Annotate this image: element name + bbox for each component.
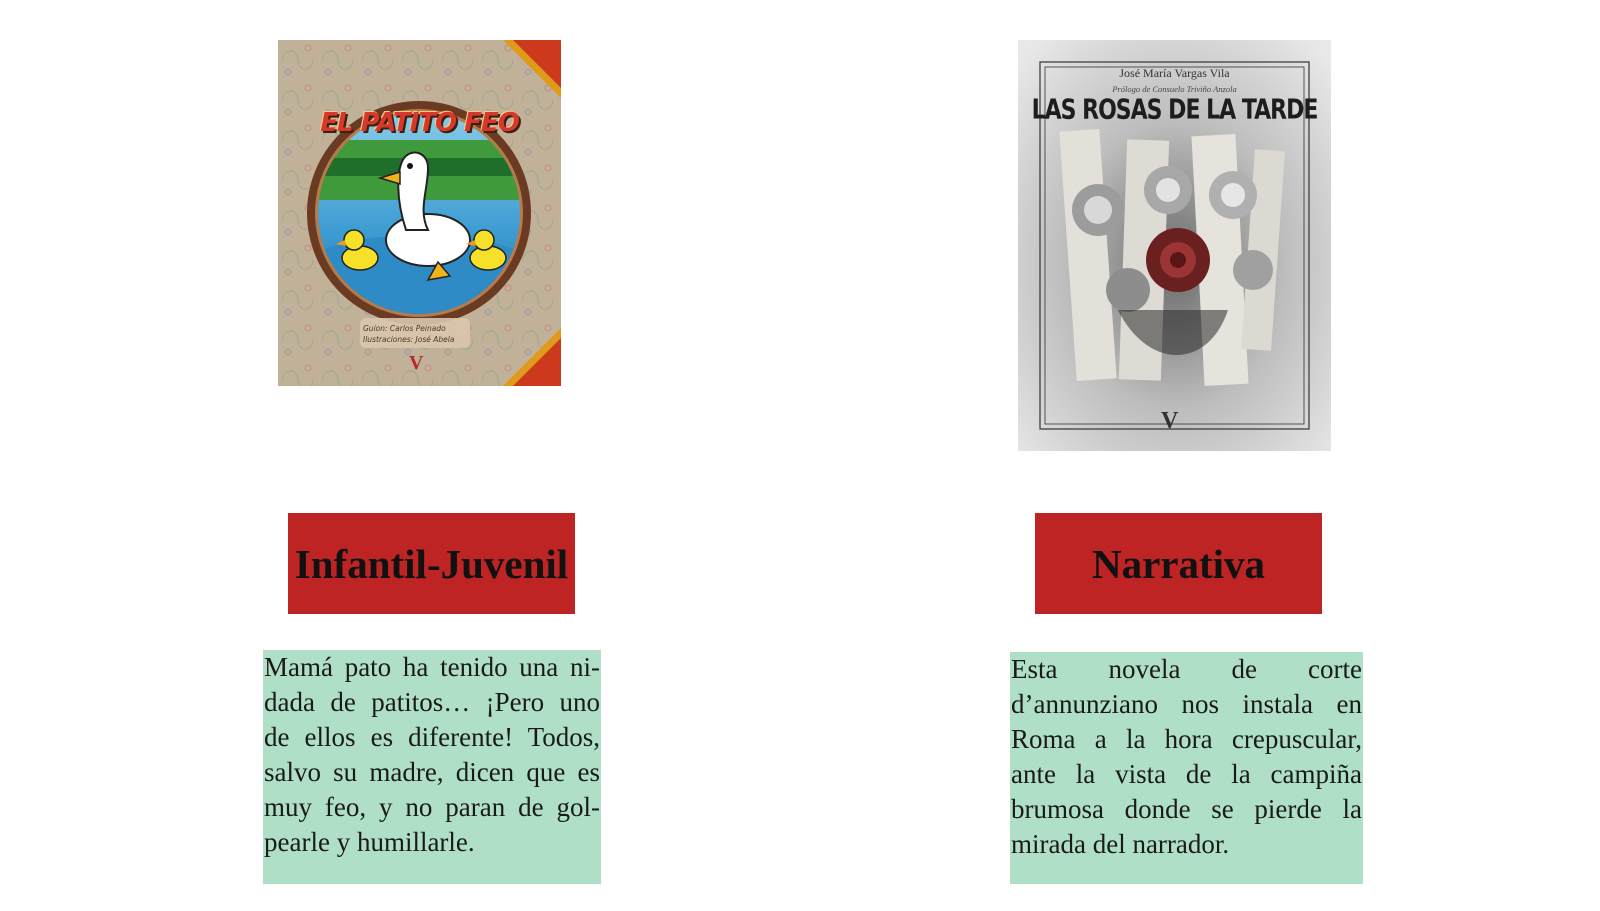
synopsis-line: mirada del narrador. (1011, 829, 1230, 859)
synopsis-line: dada de patitos… ¡Pero uno (264, 687, 600, 717)
synopsis-line: salvo su madre, dicen que es (264, 757, 600, 787)
publisher-logo: V (409, 352, 424, 374)
synopsis-line: de ellos es diferente! Todos, (264, 722, 600, 752)
synopsis-line: brumosa donde se pierde la (1011, 794, 1362, 824)
synopsis-line: Mamá pato ha tenido una ni- (264, 652, 600, 682)
synopsis-box (263, 650, 601, 884)
synopsis-line: pearle y humillarle. (264, 827, 475, 857)
cover-credit-script: Guion: Carlos Peinado (363, 324, 446, 333)
synopsis-line: Esta novela de corte (1011, 654, 1362, 684)
book-cover-las-rosas-de-la-tarde[interactable] (1018, 40, 1331, 451)
genre-badge: Narrativa (1035, 513, 1322, 614)
cover-prologue: Prólogo de Consuelo Triviño Anzola (1112, 84, 1237, 94)
synopsis-line: muy feo, y no paran de gol- (264, 792, 600, 822)
synopsis-box (1010, 652, 1363, 884)
book-cover-el-patito-feo[interactable] (278, 40, 561, 386)
synopsis-line: ante la vista de la campiña (1011, 759, 1362, 789)
cover-title: LAS ROSAS DE LA TARDE (1031, 94, 1318, 127)
synopsis-line: Roma a la hora crepuscular, (1011, 724, 1362, 754)
synopsis-line: d’annunziano nos instala en (1011, 689, 1362, 719)
cover-author: José María Vargas Vila (1119, 66, 1230, 80)
publisher-logo: V (1161, 408, 1179, 434)
cover-credit-illustrations: Ilustraciones: José Abela (363, 335, 455, 344)
cover-title: EL PATITO FEO (320, 108, 519, 138)
genre-badge: Infantil-Juvenil (288, 513, 575, 614)
cover-credits (363, 323, 473, 345)
